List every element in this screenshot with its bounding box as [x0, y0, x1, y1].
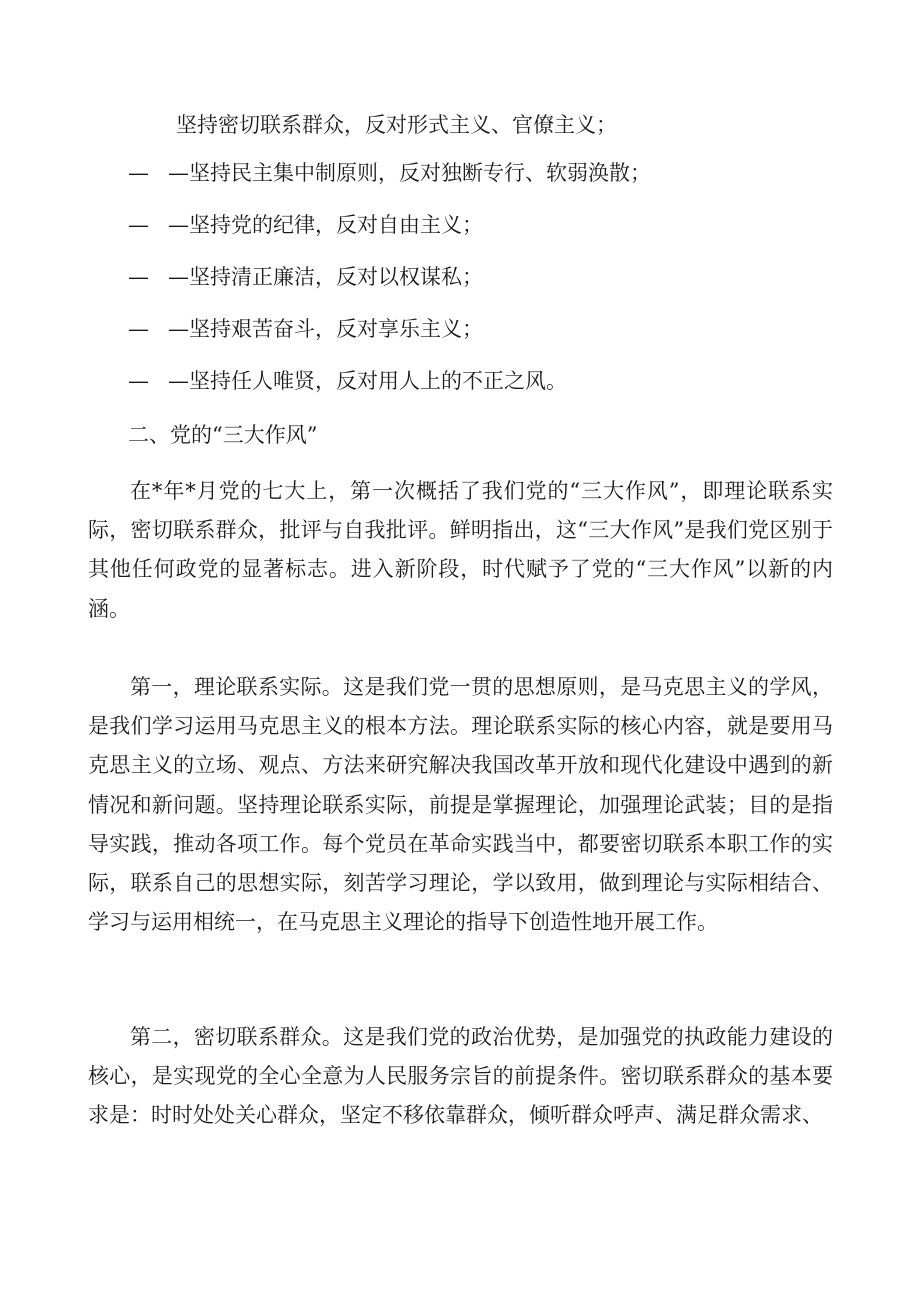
- list-item-text: —坚持清正廉洁，反对以权谋私；: [168, 265, 483, 289]
- section-heading: 二、党的“三大作风”: [128, 423, 318, 447]
- paragraph: 第二，密切联系群众。这是我们党的政治优势，是加强党的执政能力建设的核心，是实现党的全心全意为人民服务宗旨的前提条件。密切联系群众的基本要求是：时时处处关心群众，坚定不移依靠群众，倾听群众呼声、满足群众需求、: [88, 1025, 833, 1128]
- paragraph: 第一，理论联系实际。这是我们党一贯的思想原则，是马克思主义的学风，是我们学习运用马克思主义的根本方法。理论联系实际的核心内容，就是要用马克思主义的立场、观点、方法来研究解决我国改革开放和现代化建设中遇到的新情况和新问题。坚持理论联系实际，前提是掌握理论，加强理论武装；目的是指导实践，推动各项工作。每个党员在革命实践当中，都要密切联系本职工作的实际，联系自己的思想实际，刻苦学习理论，学以致用，做到理论与实际相结合、学习与运用相统一，在马克思主义理论的指导下创造性地开展工作。: [88, 675, 833, 935]
- dash-lead: —: [128, 161, 149, 185]
- list-item: [128, 210, 483, 240]
- list-item: [128, 262, 483, 292]
- intro-line: 坚持密切联系群众，反对形式主义、官僚主义；: [176, 113, 617, 137]
- list-item: [128, 158, 651, 188]
- list-item-text: —坚持民主集中制原则，反对独断专行、软弱涣散；: [168, 161, 651, 185]
- list-item: [128, 314, 483, 344]
- list-item: [128, 366, 567, 396]
- list-item-text: —坚持任人唯贤，反对用人上的不正之风。: [168, 369, 567, 393]
- paragraph: 在*年*月党的七大上，第一次概括了我们党的“三大作风”，即理论联系实际，密切联系群众，批评与自我批评。鲜明指出，这“三大作风”是我们党区别于其他任何政党的显著标志。进入新阶段，时代赋予了党的“三大作风”以新的内涵。: [88, 479, 833, 621]
- dash-lead: —: [128, 213, 149, 237]
- dash-lead: —: [128, 265, 149, 289]
- list-item-text: —坚持艰苦奋斗，反对享乐主义；: [168, 317, 483, 341]
- dash-lead: —: [128, 317, 149, 341]
- dash-lead: —: [128, 369, 149, 393]
- list-item-text: —坚持党的纪律，反对自由主义；: [168, 213, 483, 237]
